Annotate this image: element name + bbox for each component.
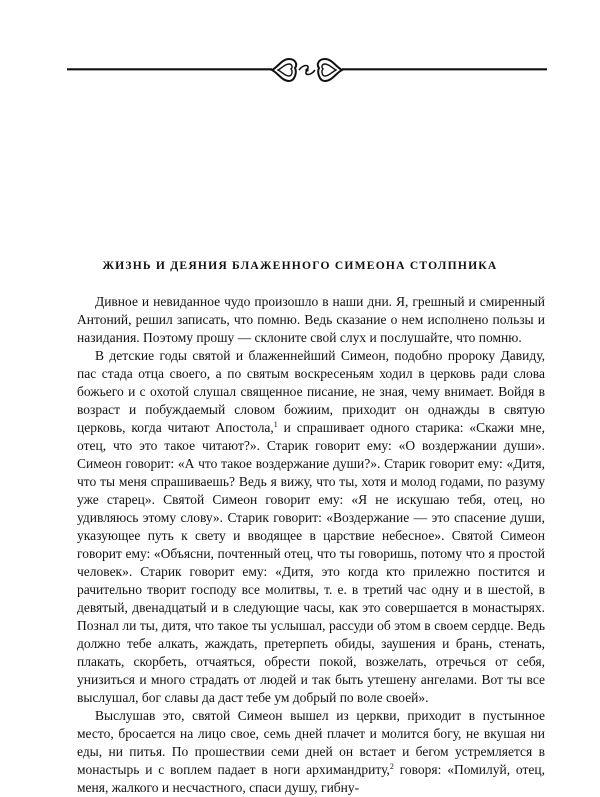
paragraph-text: Дивное и невиданное чудо произошло в наши дни. Я, грешный и смиренный Антоний, решил записать, что помню. Ведь сказание о нем исполнено пользы и назидания. Поэтому прошу — склоните свой слух и послушайте, что помню. (77, 294, 545, 345)
body-text (77, 293, 545, 797)
footnote-marker[interactable]: 1 (273, 420, 278, 429)
paragraph (77, 293, 545, 347)
paragraph (77, 707, 545, 797)
double-heart-ornament-icon (67, 55, 547, 85)
footnote-marker[interactable]: 2 (389, 762, 394, 771)
page-title: ЖИЗНЬ И ДЕЯНИЯ БЛАЖЕННОГО СИМЕОНА СТОЛПНИКА (102, 259, 498, 272)
paragraph-text: В детские годы святой и блаженнейший Симеон, подобно пророку Давиду, пас стада отца своего, а по святым воскресеньям ходил в церковь ради слова божьего и с охотой слушал священное писание, не зная, чему внимает. Войдя в возраст и побуждаемый словом божиим, приходит он однажды в святую церковь, когда читают Апостола, (77, 348, 545, 435)
paragraph-text: Выслушав это, святой Симеон вышел из церкви, приходит в пустынное место, бросается на лицо свое, семь дней плачет и молится богу, не вкушая ни еды, ни питья. По прошествии семи дней он встает и бегом устремляется в монастырь и с воплем падает в ноги архимандриту, (77, 708, 545, 777)
paragraph-text: и спрашивает одного старика: «Скажи мне, отец, что это такое читают?». Старик говорит ему: «О воздержании души». Симеон говорит: «А что такое воздержание души?». Старик говорит ему: «Дитя, что ты меня спрашиваешь? Ведь я вижу, что ты, хотя и молод годами, по разуму уже старец». Святой Симеон говорит ему: «Я не искушаю тебя, отец, но удивляюсь этому слову». Старик говорит: «Воздержание — это спасение души, указующее путь к свету и вводящее в царствие небесное». Святой Симеон говорит ему: «Объясни, почтенный отец, что ты говоришь, потому что я простой человек». Старик говорит ему: «Дитя, это когда кто прилежно постится и рачительно творит господу все молитвы, т. е. в третий час одну и в шестой, в девятый, двенадцатый и в следующие часы, как это совершается в монастырях. Познал ли ты, дитя, что такое ты услышал, рассуди об этом в своем сердце. Ведь должно тебе алкать, жаждать, претерпеть обиды, заушения и брань, стенать, плакать, скорбеть, отчаяться, обрести покой, возжелать, отречься от себя, унизиться и много страдать от людей и так быть утешену ангелами. Вот ты все выслушал, бог славы да даст тебе ум добрый по воле своей». (77, 420, 545, 705)
paragraph (77, 347, 545, 707)
paragraph-text: говоря: «Помилуй, отец, меня, жалкого и несчастного, спаси душу, гибну- (77, 762, 545, 795)
